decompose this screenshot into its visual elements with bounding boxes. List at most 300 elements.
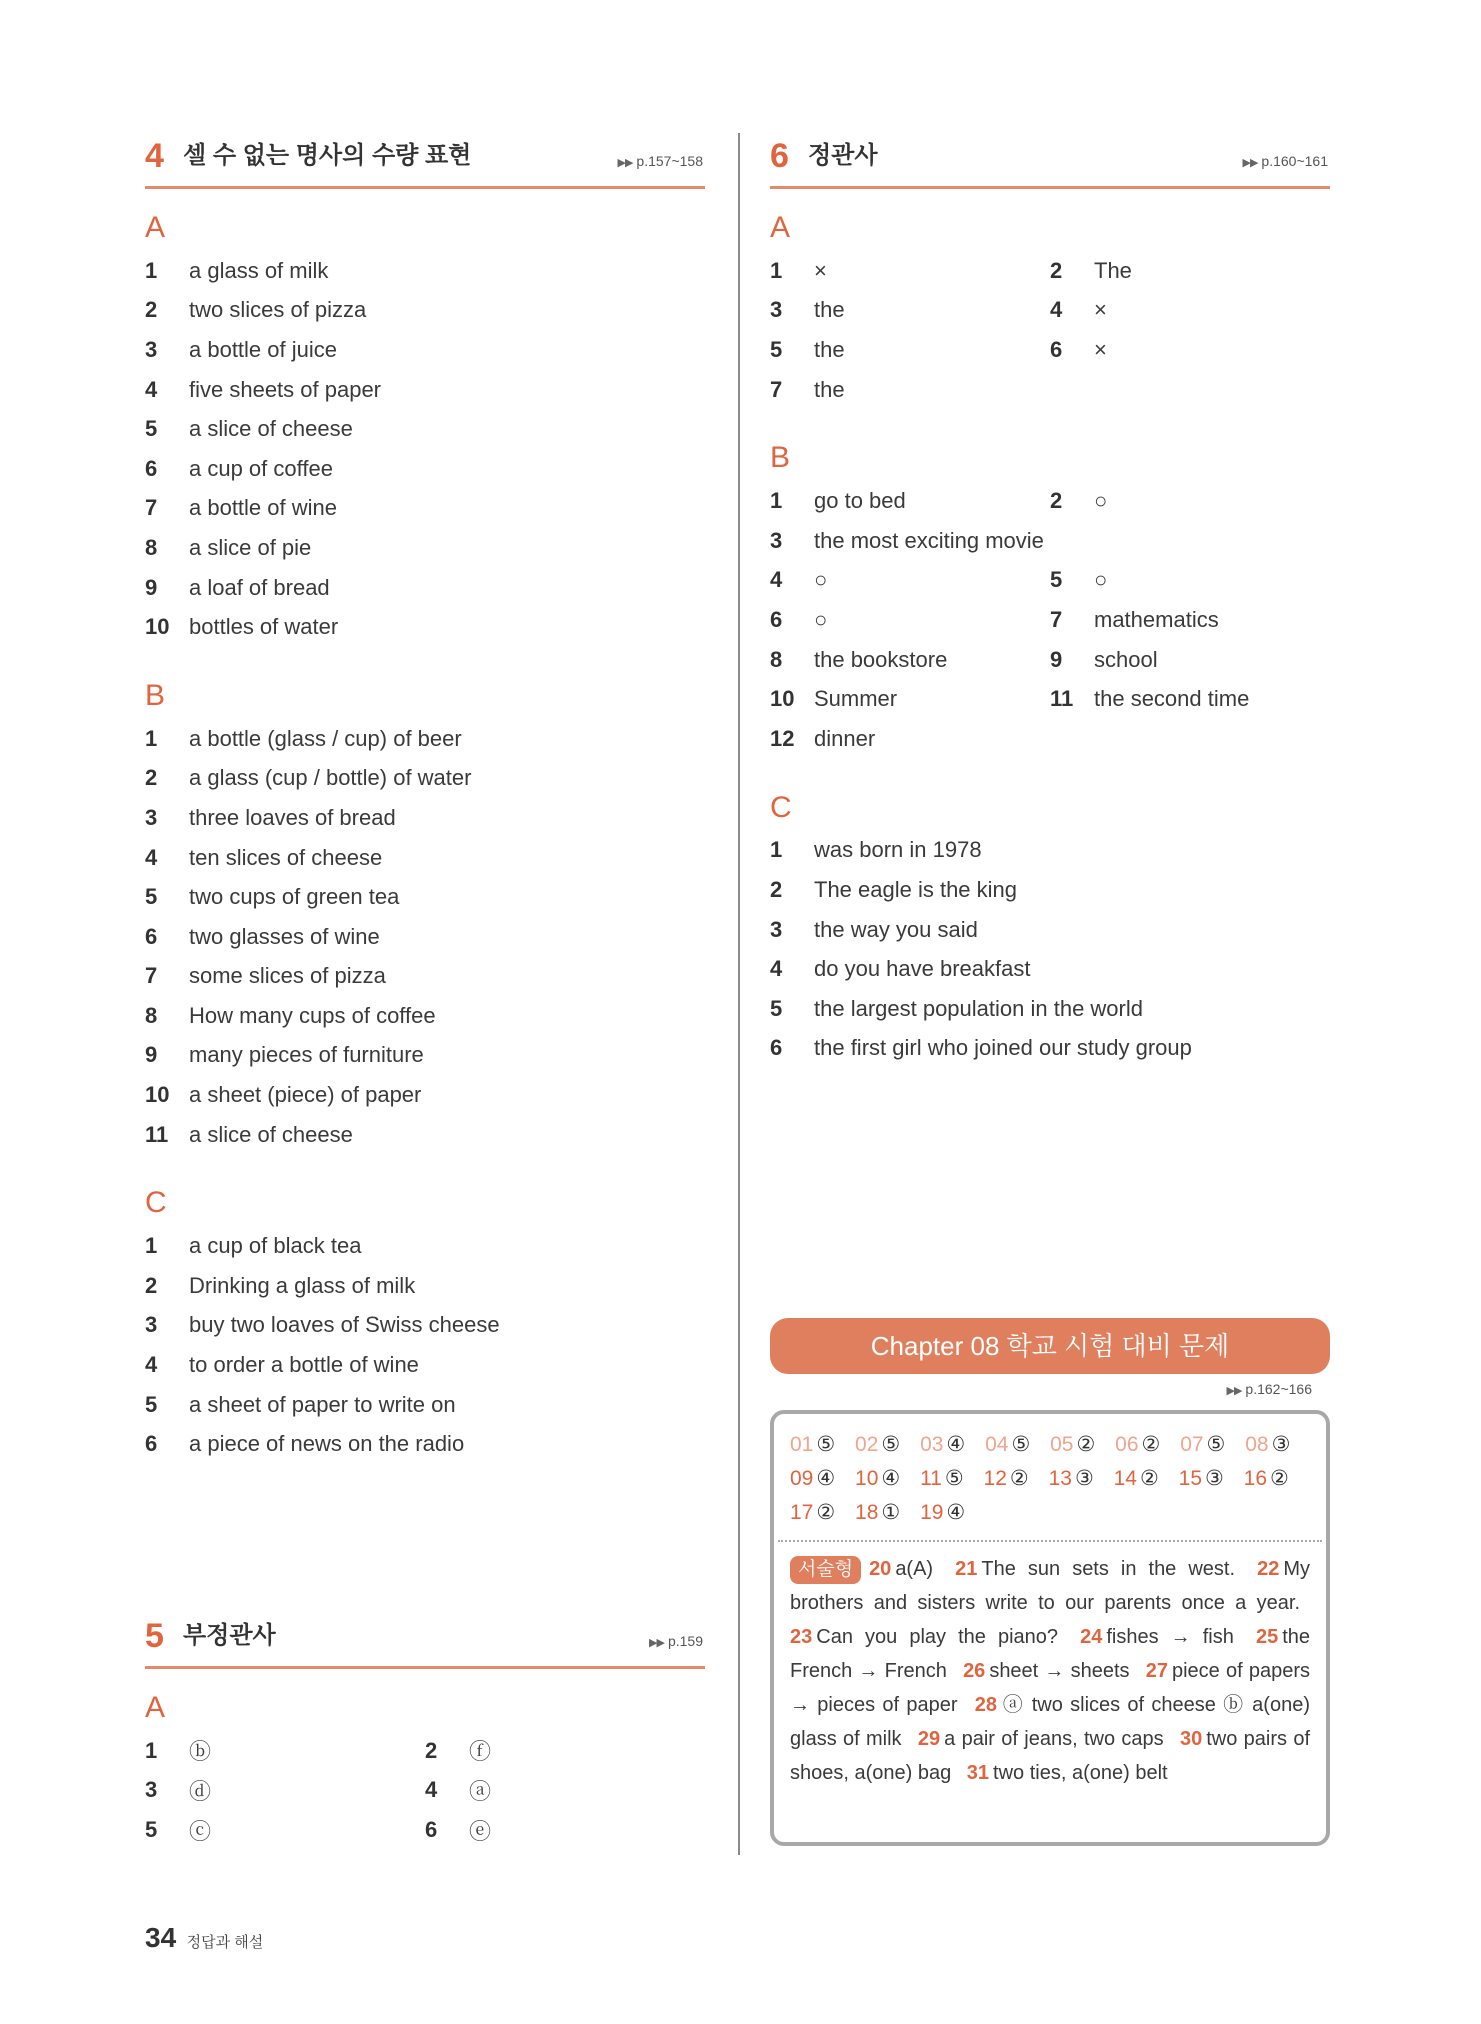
answer-number: 1 — [145, 1233, 158, 1259]
answer-text: a slice of cheese — [189, 416, 353, 442]
answer-number: 4 — [145, 376, 158, 402]
essay-question-number: 29 — [917, 1728, 941, 1750]
mc-question-number: 01 — [790, 1433, 814, 1456]
answer-number: 2 — [770, 876, 783, 902]
mc-choice: ② — [1009, 1467, 1029, 1490]
mc-answer — [790, 1501, 835, 1524]
page-reference — [649, 1632, 703, 1652]
mc-answer — [1244, 1467, 1289, 1490]
answer-number: 8 — [145, 1002, 158, 1028]
answer-row — [770, 330, 1330, 370]
answer-cell — [770, 647, 1050, 673]
essay-question-number: 30 — [1179, 1728, 1203, 1750]
answer-row — [770, 561, 1330, 601]
mc-question-number: 02 — [855, 1433, 879, 1456]
answer-text: ⓑ — [189, 1739, 212, 1765]
essay-answer — [918, 1728, 1164, 1750]
mc-question-number: 03 — [920, 1433, 944, 1456]
answer-text: school — [1094, 646, 1158, 672]
answer-number: 11 — [145, 1121, 169, 1147]
mc-choice: ⑤ — [944, 1467, 964, 1490]
mc-answer — [920, 1433, 965, 1456]
mc-choice: ② — [1076, 1433, 1096, 1456]
answer-list-4C — [145, 1226, 705, 1464]
answer-text: a cup of black tea — [189, 1233, 362, 1259]
answer-number: 7 — [1050, 606, 1063, 632]
answer-cell — [770, 377, 1050, 403]
answer-text: a sheet (piece) of paper — [189, 1082, 422, 1108]
answer-grid-5A — [145, 1731, 705, 1850]
answer-text: a piece of news on the radio — [189, 1431, 465, 1457]
answer-cell — [1050, 567, 1330, 593]
essay-question-number: 20 — [869, 1558, 892, 1580]
essay-answer-text: two ties, a(one) belt — [993, 1762, 1168, 1784]
essay-answer-text: The sun sets in the west. — [981, 1558, 1236, 1580]
answer-number: 1 — [770, 837, 783, 863]
answer-text: a slice of cheese — [189, 1121, 353, 1147]
section-number: 5 — [145, 1617, 164, 1656]
answer-text: was born in 1978 — [814, 837, 982, 863]
answer-cell — [770, 258, 1050, 284]
section-title: 정관사 — [808, 142, 878, 169]
answer-cell — [770, 726, 1050, 752]
essay-question-number: 24 — [1080, 1626, 1103, 1648]
mc-choice: ① — [881, 1501, 901, 1524]
answer-text: go to bed — [814, 488, 906, 514]
answer-cell — [1050, 258, 1330, 284]
answer-number: 4 — [770, 567, 783, 593]
essay-answer — [967, 1762, 1168, 1784]
page-reference-text: p.160~161 — [1261, 153, 1328, 169]
answer-cell — [1050, 297, 1330, 323]
essay-answer — [955, 1558, 1235, 1580]
answer-row — [145, 1075, 705, 1115]
answer-row — [145, 370, 705, 410]
answer-row — [770, 910, 1330, 950]
answer-text: ○ — [1094, 488, 1108, 514]
subsection-label: A — [145, 1691, 166, 1725]
answer-cell — [770, 297, 1050, 323]
answer-row — [145, 291, 705, 331]
answer-text: × — [814, 257, 827, 283]
answer-number: 6 — [425, 1817, 438, 1843]
mc-answer — [855, 1501, 900, 1524]
answer-row — [145, 957, 705, 997]
essay-answer-text: My brothers and sisters write to our parents once a year. — [790, 1558, 1310, 1614]
answer-text: the most exciting movie — [814, 527, 1044, 553]
mc-choice: ② — [1141, 1433, 1161, 1456]
answer-number: 9 — [1050, 646, 1063, 672]
answer-text: a glass of milk — [189, 257, 329, 283]
answer-row — [145, 917, 705, 957]
subsection-label: B — [770, 441, 791, 475]
answer-text: the — [814, 336, 845, 362]
answer-cell — [1050, 686, 1330, 712]
answer-row — [145, 528, 705, 568]
answer-row — [145, 877, 705, 917]
essay-question-number: 28 — [974, 1694, 998, 1716]
answer-row — [770, 370, 1330, 410]
answer-cell — [145, 1815, 425, 1846]
answer-number: 4 — [425, 1777, 438, 1803]
answer-text: ⓒ — [189, 1818, 212, 1844]
answer-number: 3 — [770, 527, 783, 553]
page-number: 34 — [145, 1922, 177, 1953]
answer-row — [770, 949, 1330, 989]
answer-row — [770, 989, 1330, 1029]
answer-text: the — [814, 297, 845, 323]
answer-number: 9 — [145, 1042, 158, 1068]
mc-question-number: 17 — [790, 1501, 814, 1524]
essay-answer-text: two pairs of shoes, a(one) bag — [790, 1728, 1311, 1784]
mc-answer — [790, 1467, 835, 1490]
answer-row — [145, 1345, 705, 1385]
chapter-banner: Chapter 08 학교 시험 대비 문제 — [770, 1318, 1330, 1374]
answer-cell — [770, 337, 1050, 363]
answer-number: 5 — [145, 416, 158, 442]
answer-row — [770, 719, 1330, 759]
essay-question-number: 23 — [790, 1626, 813, 1648]
right-column — [770, 130, 1330, 1068]
answer-number: 3 — [145, 336, 158, 362]
answer-text: some slices of pizza — [189, 963, 386, 989]
answer-text: How many cups of coffee — [189, 1002, 436, 1028]
mc-choice: ④ — [881, 1467, 901, 1490]
subsection-label: C — [770, 790, 792, 824]
answer-number: 6 — [145, 1431, 158, 1457]
answer-text: a bottle (glass / cup) of beer — [189, 725, 462, 751]
answer-cell — [145, 1735, 425, 1766]
answer-text: a sheet of paper to write on — [189, 1391, 456, 1417]
section-number: 6 — [770, 137, 789, 175]
answer-cell — [770, 607, 1050, 633]
answer-row — [145, 1810, 705, 1850]
answer-number: 2 — [145, 1272, 158, 1298]
mc-answer — [855, 1467, 900, 1490]
answer-row — [145, 449, 705, 489]
page-reference-text: p.157~158 — [636, 153, 703, 169]
answer-row — [770, 481, 1330, 521]
answer-number: 10 — [145, 1082, 170, 1108]
mc-choice: ⑤ — [1011, 1433, 1031, 1456]
answer-text: the bookstore — [814, 646, 948, 672]
mc-question-number: 15 — [1178, 1467, 1202, 1490]
mc-answer — [1115, 1433, 1160, 1456]
essay-answer-text: the French → French — [790, 1626, 1311, 1682]
mc-choice: ② — [1139, 1467, 1159, 1490]
answer-number: 7 — [145, 495, 158, 521]
section-6-header — [770, 130, 1330, 189]
answer-row — [145, 759, 705, 799]
answer-number: 8 — [145, 534, 158, 560]
answer-cell — [425, 1775, 705, 1806]
essay-badge: 서술형 — [790, 1556, 861, 1584]
answer-row — [145, 568, 705, 608]
mc-choice: ② — [816, 1501, 836, 1524]
answer-number: 3 — [770, 297, 783, 323]
answer-text: ⓐ — [469, 1778, 492, 1804]
answer-text: the first girl who joined our study group — [814, 1035, 1192, 1061]
answer-number: 5 — [145, 884, 158, 910]
section-5-header — [145, 1610, 705, 1669]
answer-number: 9 — [145, 574, 158, 600]
answer-grid-6A — [770, 251, 1330, 409]
answer-number: 6 — [770, 1035, 783, 1061]
answer-text: the largest population in the world — [814, 995, 1143, 1021]
answer-row — [770, 870, 1330, 910]
mc-choice: ④ — [946, 1501, 966, 1524]
mc-question-number: 18 — [855, 1501, 879, 1524]
answer-text: five sheets of paper — [189, 376, 382, 402]
answer-number: 1 — [770, 257, 783, 283]
answer-row — [145, 409, 705, 449]
page-footer — [145, 1922, 263, 1954]
mc-choice: ④ — [946, 1433, 966, 1456]
answer-number: 6 — [770, 606, 783, 632]
answer-row — [145, 1306, 705, 1346]
answer-row — [145, 798, 705, 838]
answer-number: 6 — [145, 455, 158, 481]
mc-choice: ⑤ — [816, 1433, 836, 1456]
answer-text: the way you said — [814, 916, 978, 942]
answer-cell — [1050, 607, 1330, 633]
essay-answer-text: piece of papers → pieces of paper — [790, 1660, 1310, 1716]
essay-answer — [963, 1660, 1129, 1682]
answer-number: 2 — [1050, 488, 1063, 514]
answer-row — [145, 838, 705, 878]
mc-choice: ⑤ — [1206, 1433, 1226, 1456]
answer-text: Summer — [814, 686, 898, 712]
answer-number: 1 — [145, 257, 158, 283]
essay-question-number: 31 — [966, 1762, 990, 1784]
essay-answer-text: a pair of jeans, two caps — [944, 1728, 1164, 1750]
essay-answer — [869, 1558, 933, 1580]
answer-text: do you have breakfast — [814, 956, 1031, 982]
answer-text: ○ — [814, 567, 828, 593]
answer-text: a bottle of wine — [189, 495, 337, 521]
answer-number: 2 — [1050, 257, 1063, 283]
answer-number: 1 — [770, 488, 783, 514]
mc-question-number: 09 — [790, 1467, 814, 1490]
answer-number: 7 — [770, 376, 783, 402]
section-number: 4 — [145, 137, 164, 175]
answer-number: 4 — [145, 844, 158, 870]
answer-number: 5 — [145, 1391, 158, 1417]
answer-row — [770, 1029, 1330, 1069]
answer-cell — [770, 567, 1050, 593]
answer-number: 10 — [770, 686, 795, 712]
mc-answer — [1114, 1467, 1159, 1490]
answer-row — [770, 600, 1330, 640]
answer-row — [145, 1771, 705, 1811]
mc-question-number: 07 — [1180, 1433, 1204, 1456]
answer-number: 4 — [770, 956, 783, 982]
answer-row — [770, 831, 1330, 871]
answer-row — [145, 1115, 705, 1155]
page-reference-text: p.159 — [667, 1633, 703, 1650]
answer-text: ⓕ — [469, 1739, 492, 1765]
answer-number: 4 — [145, 1352, 158, 1378]
answer-row — [145, 996, 705, 1036]
section-title: 부정관사 — [183, 1622, 276, 1650]
answer-number: 10 — [145, 614, 170, 640]
answer-text: ⓔ — [469, 1818, 492, 1844]
answer-text: ten slices of cheese — [189, 844, 383, 870]
essay-answer-text: ⓐ two slices of cheese ⓑ a(one) glass of milk — [790, 1694, 1310, 1750]
page-reference — [618, 152, 704, 172]
mc-choice: ③ — [1074, 1467, 1094, 1490]
answer-text: two cups of green tea — [189, 884, 400, 910]
subsection-label: B — [145, 678, 166, 712]
mc-answer — [855, 1433, 900, 1456]
answer-list-4B — [145, 719, 705, 1155]
mc-answer — [1179, 1467, 1224, 1490]
answer-cell — [1050, 337, 1330, 363]
answer-row — [145, 1424, 705, 1464]
answer-cell — [1050, 488, 1330, 514]
answer-text: to order a bottle of wine — [189, 1352, 419, 1378]
double-arrow-icon: ▶▶ — [649, 1637, 664, 1650]
mc-question-number: 16 — [1243, 1467, 1268, 1490]
answer-cell — [1050, 647, 1330, 673]
section-4-header — [145, 130, 705, 189]
answer-cell — [145, 1775, 425, 1806]
page-reference-text: p.162~166 — [1245, 1381, 1312, 1397]
answer-number: 3 — [145, 1312, 158, 1338]
answer-text: ○ — [814, 606, 828, 632]
answer-row — [145, 607, 705, 647]
mc-answer — [790, 1433, 835, 1456]
answer-row — [145, 489, 705, 529]
essay-answer — [1080, 1626, 1234, 1648]
answer-grid-6B — [770, 481, 1330, 758]
column-divider — [738, 133, 740, 1855]
mc-question-number: 05 — [1050, 1433, 1074, 1456]
mc-question-number: 12 — [983, 1467, 1007, 1490]
answer-text: the — [814, 376, 845, 402]
essay-question-number: 27 — [1145, 1660, 1168, 1682]
mc-answer — [920, 1501, 965, 1524]
answer-number: 3 — [145, 1777, 158, 1803]
mc-choice: ③ — [1205, 1467, 1224, 1490]
chapter-page-reference — [1200, 1381, 1312, 1397]
subsection-label: C — [145, 1186, 167, 1220]
multiple-choice-answers — [774, 1414, 1326, 1540]
answer-text: the second time — [1094, 686, 1250, 712]
answer-text: two glasses of wine — [189, 923, 380, 949]
answer-row — [145, 1226, 705, 1266]
answer-row — [145, 719, 705, 759]
mc-question-number: 14 — [1113, 1467, 1137, 1490]
subsection-label: A — [145, 211, 166, 244]
answer-text: bottles of water — [189, 614, 339, 640]
answer-number: 11 — [1050, 686, 1074, 712]
answer-row — [145, 1036, 705, 1076]
mc-choice: ③ — [1271, 1433, 1291, 1456]
mc-question-number: 11 — [920, 1467, 942, 1490]
answer-text: buy two loaves of Swiss cheese — [189, 1312, 500, 1338]
footer-label: 정답과 해설 — [186, 1934, 264, 1951]
answer-text: many pieces of furniture — [189, 1042, 424, 1068]
mc-choice: ② — [1270, 1467, 1289, 1490]
page-reference — [1243, 152, 1329, 172]
answer-list-6C — [770, 831, 1330, 1069]
answer-text: The eagle is the king — [814, 876, 1018, 902]
essay-question-number: 26 — [963, 1660, 986, 1682]
mc-choice: ⑤ — [881, 1433, 901, 1456]
double-arrow-icon: ▶▶ — [1242, 157, 1258, 169]
mc-answer — [985, 1433, 1030, 1456]
mc-question-number: 04 — [985, 1433, 1009, 1456]
answer-text: Drinking a glass of milk — [189, 1272, 416, 1298]
answer-text: ○ — [1094, 567, 1108, 593]
answer-text: a loaf of bread — [189, 574, 330, 600]
essay-question-number: 21 — [955, 1558, 978, 1580]
double-arrow-icon: ▶▶ — [1226, 1385, 1242, 1397]
answer-row — [770, 521, 1330, 561]
mc-answer — [984, 1467, 1029, 1490]
double-arrow-icon: ▶▶ — [617, 157, 633, 169]
answer-number: 3 — [145, 804, 158, 830]
mc-answer — [1180, 1433, 1225, 1456]
answer-number: 5 — [145, 1817, 158, 1843]
answer-number: 3 — [770, 916, 783, 942]
answer-row — [770, 251, 1330, 291]
answer-text: mathematics — [1094, 606, 1219, 632]
mc-answer — [1049, 1467, 1094, 1490]
mc-choice: ④ — [816, 1467, 836, 1490]
answer-text: The — [1094, 257, 1132, 283]
essay-answer-text: fishes → fish — [1106, 1626, 1234, 1648]
answer-text: ⓓ — [189, 1778, 212, 1804]
answer-text: dinner — [814, 725, 876, 751]
essay-answer-text: a(A) — [895, 1558, 934, 1580]
mc-question-number: 08 — [1245, 1433, 1269, 1456]
answer-row — [770, 679, 1330, 719]
answer-list-4A — [145, 251, 705, 647]
subsection-label: A — [770, 211, 791, 244]
answer-number: 1 — [145, 1737, 158, 1763]
answer-row — [770, 291, 1330, 331]
essay-answers — [774, 1542, 1326, 1800]
answer-number: 1 — [145, 725, 158, 751]
answer-number: 5 — [770, 995, 783, 1021]
answer-text: a glass (cup / bottle) of water — [189, 765, 472, 791]
answer-number: 2 — [425, 1737, 438, 1763]
answer-text: × — [1094, 297, 1107, 323]
left-column — [145, 130, 705, 1850]
mc-question-number: 06 — [1115, 1433, 1139, 1456]
answer-row — [145, 1731, 705, 1771]
answer-row — [145, 251, 705, 291]
answer-number: 6 — [1050, 336, 1063, 362]
answer-text: two slices of pizza — [189, 297, 367, 323]
answer-text: a slice of pie — [189, 534, 312, 560]
answer-text: a cup of coffee — [189, 455, 333, 481]
answer-row — [145, 1266, 705, 1306]
essay-answer — [790, 1626, 1058, 1648]
answer-text: a bottle of juice — [189, 336, 337, 362]
answer-number: 12 — [770, 725, 795, 751]
essay-question-number: 25 — [1255, 1626, 1279, 1648]
answer-number: 2 — [145, 765, 158, 791]
answer-number: 2 — [145, 297, 158, 323]
answer-row — [145, 1385, 705, 1425]
mc-answer — [1245, 1433, 1290, 1456]
answer-text: three loaves of bread — [189, 804, 396, 830]
answer-cell — [770, 686, 1050, 712]
mc-question-number: 13 — [1048, 1467, 1072, 1490]
